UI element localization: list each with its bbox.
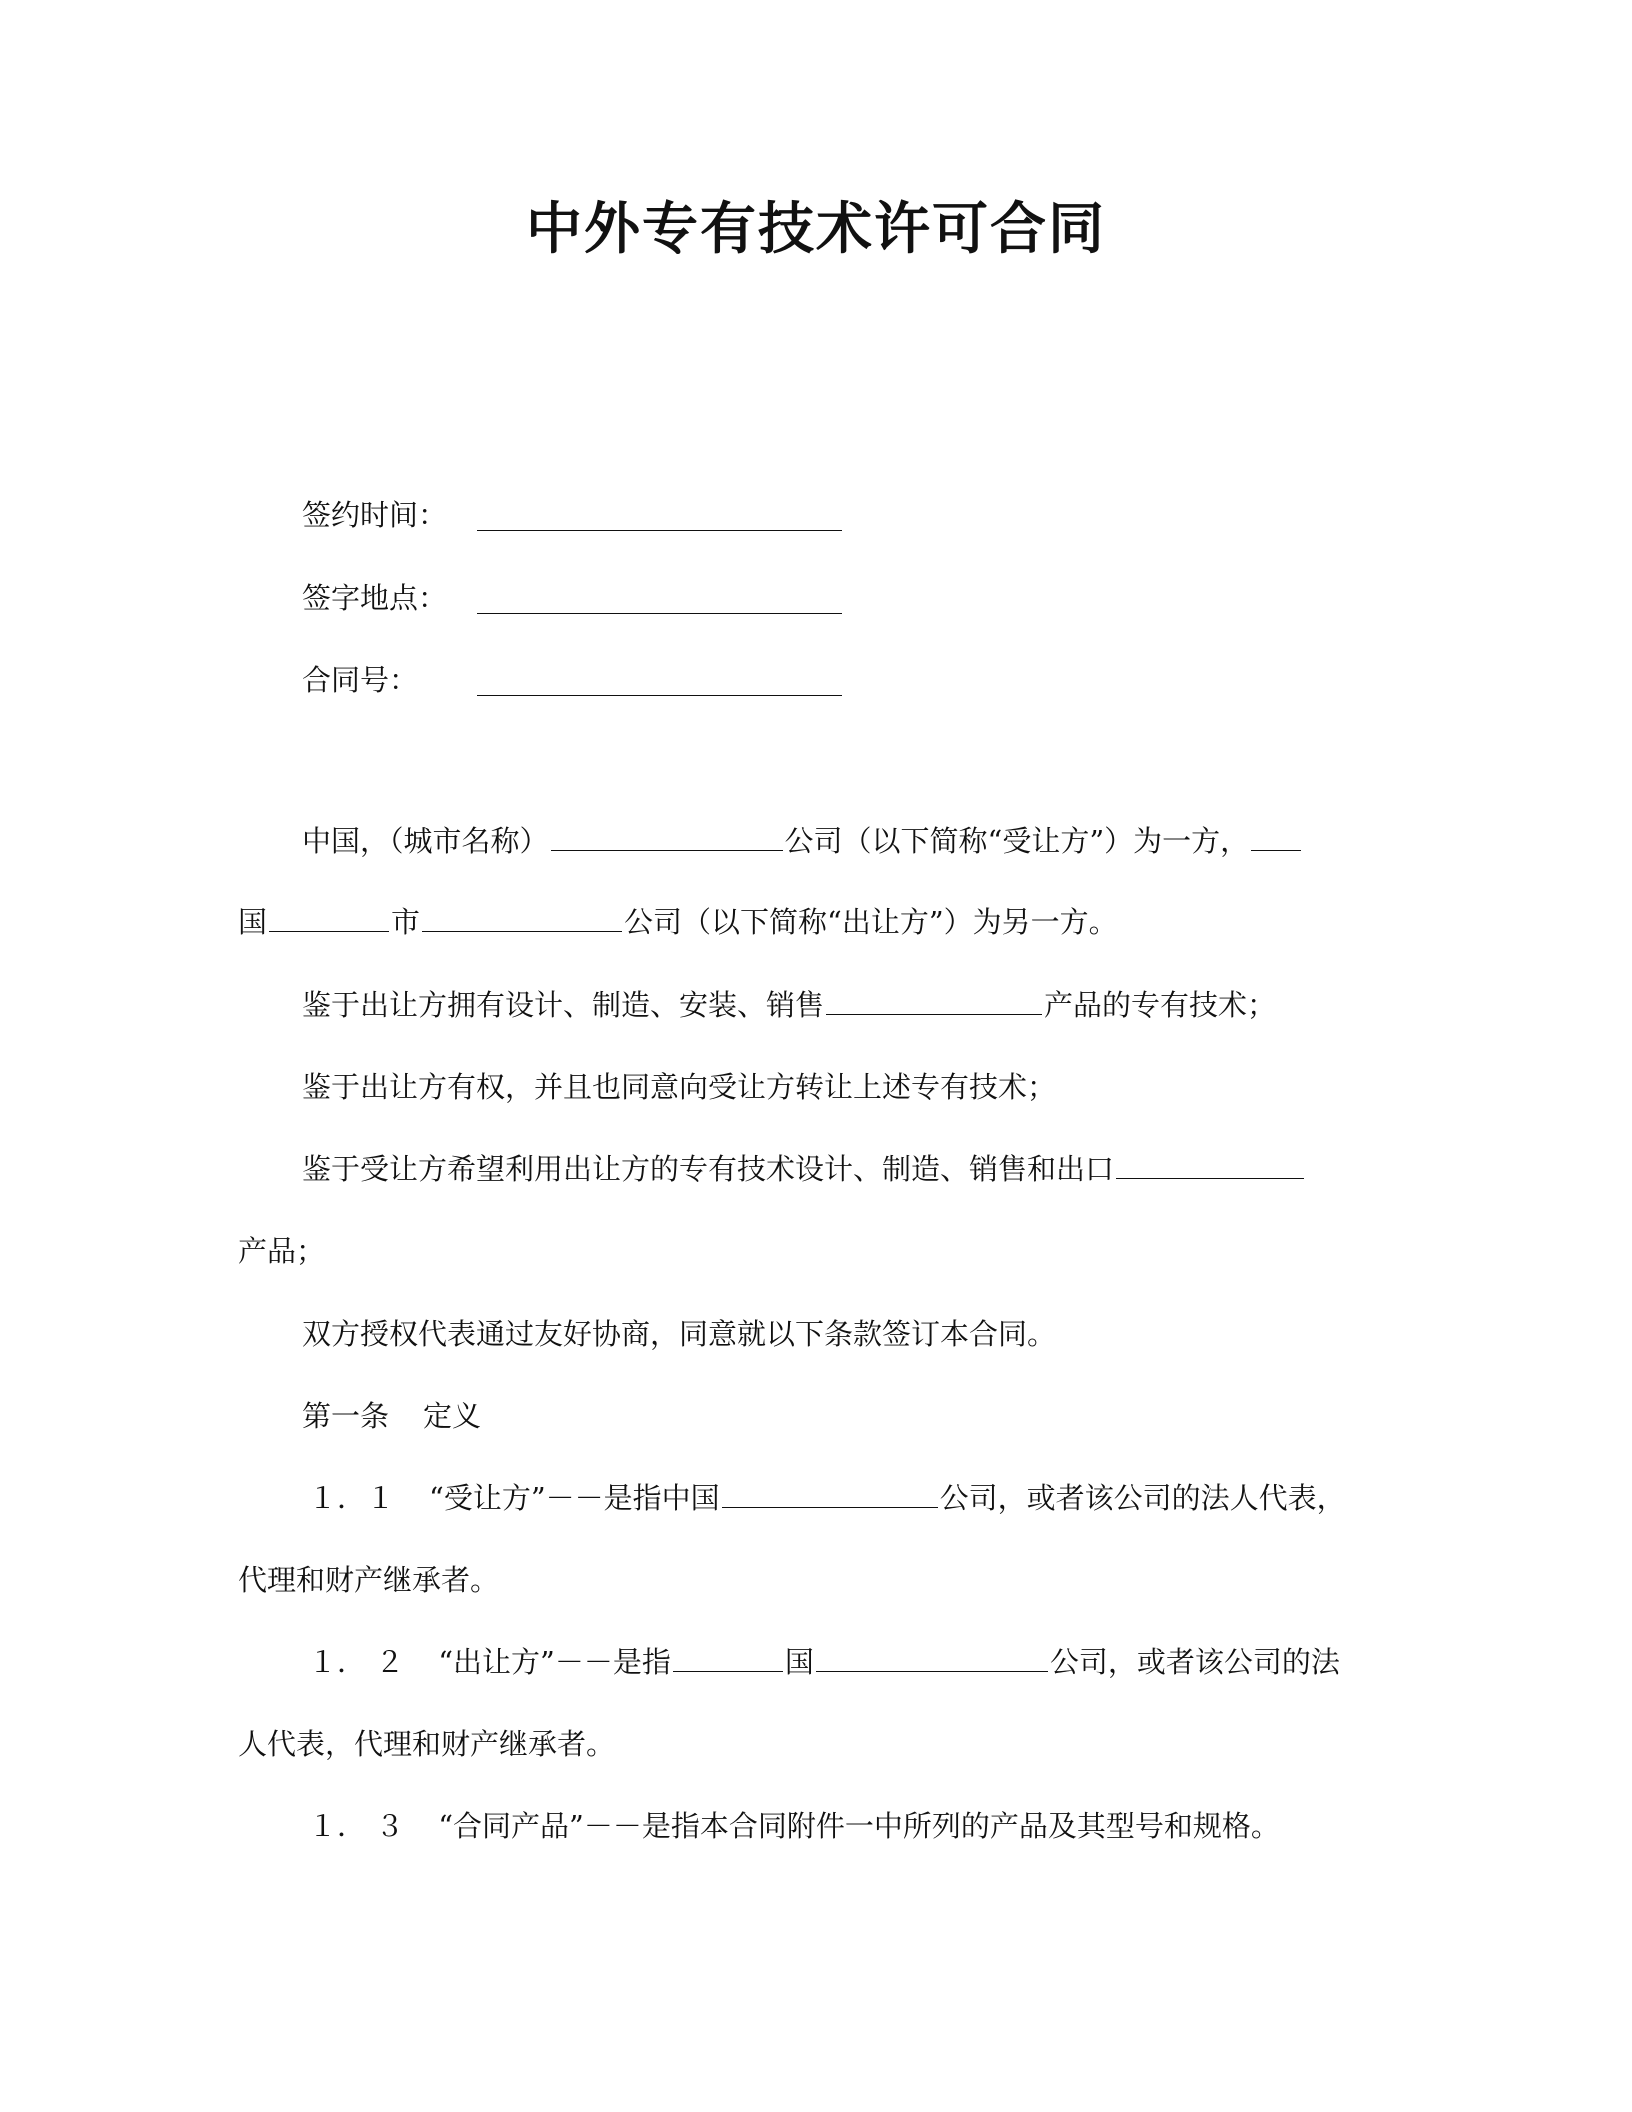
text-segment: 公司（以下简称“出让方”）为另一方。: [624, 905, 1118, 939]
clause-1-2-line2: 人代表，代理和财产继承者。: [238, 1727, 616, 1761]
signing-date-label: 签约时间：: [302, 498, 448, 532]
text-segment: 公司，或者该公司的法: [1049, 1645, 1340, 1679]
blank-line: [816, 1641, 1048, 1672]
text-segment: “合同产品”－－是指本合同附件一中所列的产品及其型号和规格。: [438, 1809, 1280, 1843]
clause-number: １． ２: [308, 1645, 405, 1679]
text-segment: 鉴于受让方希望利用出让方的专有技术设计、制造、销售和出口: [302, 1152, 1115, 1186]
blank-line: [673, 1641, 783, 1672]
paragraph-whereas-3-line2: 产品；: [238, 1234, 326, 1268]
text-segment: 公司（以下简称“受让方”）为一方，: [784, 824, 1250, 858]
text-segment: “出让方”－－是指: [438, 1645, 671, 1679]
text-segment: 国: [784, 1645, 814, 1679]
paragraph-agreement: 双方授权代表通过友好协商，同意就以下条款签订本合同。: [302, 1317, 1057, 1351]
blank-line: [722, 1477, 938, 1508]
blank-line: [422, 901, 622, 932]
clause-1-1-line2: 代理和财产继承者。: [238, 1563, 500, 1597]
blank-line: [269, 901, 389, 932]
clause-number: １． ３: [308, 1809, 405, 1843]
blank-line: [826, 984, 1042, 1015]
paragraph-parties-line1: [302, 816, 1303, 866]
text-segment: 鉴于出让方拥有设计、制造、安装、销售: [302, 988, 825, 1022]
contract-number-label: 合同号：: [302, 663, 419, 697]
article-title: 定义: [423, 1399, 482, 1433]
article-number: 第一条: [302, 1399, 390, 1433]
paragraph-parties-line2: [238, 897, 1118, 947]
clause-1-2-line1: [308, 1637, 1340, 1687]
text-segment: 国: [238, 905, 268, 939]
signing-date-blank: [477, 530, 842, 531]
text-segment: 市: [391, 905, 421, 939]
clause-1-3-line1: [308, 1801, 1280, 1851]
text-segment: “受让方”－－是指中国: [429, 1481, 720, 1515]
article-1-heading: [302, 1391, 481, 1441]
text-segment: 公司，或者该公司的法人代表，: [939, 1481, 1346, 1515]
clause-number: １．１: [308, 1481, 396, 1515]
text-segment: 中国，（城市名称）: [302, 824, 549, 858]
blank-line: [1116, 1148, 1304, 1179]
blank-line: [1251, 820, 1301, 851]
contract-number-row: [302, 655, 476, 705]
text-segment: 产品的专有技术；: [1044, 988, 1277, 1022]
paragraph-whereas-2: 鉴于出让方有权，并且也同意向受让方转让上述专有技术；: [302, 1070, 1057, 1104]
paragraph-whereas-1: [302, 980, 1276, 1030]
contract-number-blank: [477, 695, 842, 696]
signing-date-row: [302, 490, 476, 540]
signing-place-row: [302, 573, 476, 623]
signing-place-blank: [477, 613, 842, 614]
document-title: 中外专有技术许可合同: [526, 197, 1106, 262]
signing-place-label: 签字地点：: [302, 581, 448, 615]
clause-1-1-line1: [308, 1473, 1346, 1523]
blank-line: [551, 820, 783, 851]
paragraph-whereas-3-line1: [302, 1144, 1306, 1194]
